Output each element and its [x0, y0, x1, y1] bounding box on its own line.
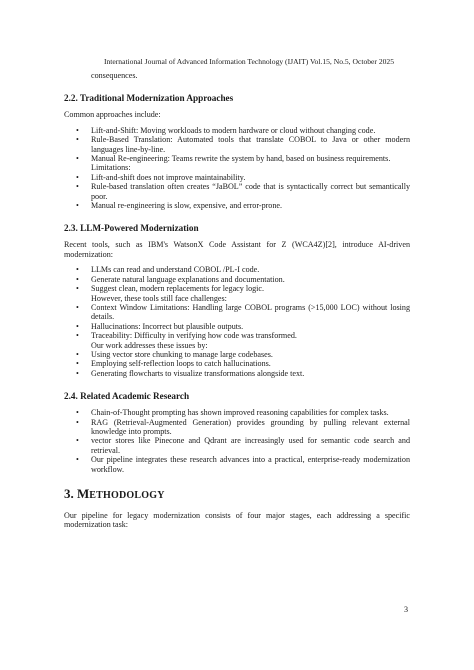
list-item: • Chain-of-Thought prompting has shown improved reasoning capabilities for complex tasks.: [64, 408, 410, 417]
list-item: • RAG (Retrieval-Augmented Generation) provides grounding by pulling relevant external knowledge into prompts.: [64, 418, 410, 437]
list-item: • Rule-based translation often creates “JaBOL” code that is syntactically correct but semantically poor.: [64, 182, 410, 201]
list-subheading: Limitations:: [91, 163, 131, 173]
section-3-intro: Our pipeline for legacy modernization consists of four major stages, each addressing a specific modernization task:: [64, 511, 410, 530]
list-subheading: However, these tools still face challenges:: [91, 293, 227, 303]
section-2-3-heading: 2.3. LLM-Powered Modernization: [64, 223, 199, 234]
section-2-4-heading: 2.4. Related Academic Research: [64, 391, 190, 402]
section-3-heading: [64, 487, 410, 503]
page-content: [64, 71, 410, 536]
list-item: • Rule-Based Translation: Automated tools that translate COBOL to Java or other modern languages line-by-line.: [64, 135, 410, 154]
section-2-4-list: [64, 408, 410, 474]
section-2-3-intro: Recent tools, such as IBM's WatsonX Code Assistant for Z (WCA4Z)[2], introduce AI-driven modernization:: [64, 240, 410, 259]
list-item: • Generating flowcharts to visualize transformations alongside text.: [64, 369, 410, 378]
section-2-3-list: [64, 265, 410, 378]
section-3-number: 3. M: [64, 486, 90, 501]
list-item: • Traceability: Difficulty in verifying how code was transformed.: [64, 331, 410, 340]
list-subheading: Our work addresses these issues by:: [91, 340, 208, 350]
journal-header: International Journal of Advanced Information Technology (IJAIT) Vol.15, No.5, October 2025: [103, 57, 395, 66]
list-item: • Employing self-reflection loops to catch hallucinations.: [64, 359, 410, 368]
page-number: 3: [404, 605, 409, 614]
list-item: • Manual Re-engineering: Teams rewrite the system by hand, based on business requirements.: [64, 154, 410, 163]
section-2-2-list: [64, 126, 410, 211]
list-item: • Generate natural language explanations and documentation.: [64, 275, 410, 284]
list-item: • Lift-and-Shift: Moving workloads to modern hardware or cloud without changing code.: [64, 126, 410, 135]
list-item: • vector stores like Pinecone and Qdrant are increasingly used for semantic code search and retrieval.: [64, 436, 410, 455]
list-item: • Context Window Limitations: Handling large COBOL programs (>15,000 LOC) without losing details.: [64, 303, 410, 322]
list-item: • Manual re-engineering is slow, expensive, and error-prone.: [64, 201, 410, 210]
list-item: • Our pipeline integrates these research advances into a practical, enterprise-ready modernization workflow.: [64, 455, 410, 474]
continuation-text: consequences.: [91, 71, 138, 80]
section-2-2-heading: 2.2. Traditional Modernization Approaches: [64, 93, 234, 104]
section-2-2-intro: Common approaches include:: [64, 110, 161, 120]
list-item: • Hallucinations: Incorrect but plausible outputs.: [64, 322, 410, 331]
list-item: • Lift-and-shift does not improve maintainability.: [64, 173, 410, 182]
list-item: • LLMs can read and understand COBOL /PL-I code.: [64, 265, 410, 274]
list-item: • Suggest clean, modern replacements for legacy logic.: [64, 284, 410, 293]
section-3-title: ETHODOLOGY: [89, 490, 165, 501]
list-item: • Using vector store chunking to manage large codebases.: [64, 350, 410, 359]
